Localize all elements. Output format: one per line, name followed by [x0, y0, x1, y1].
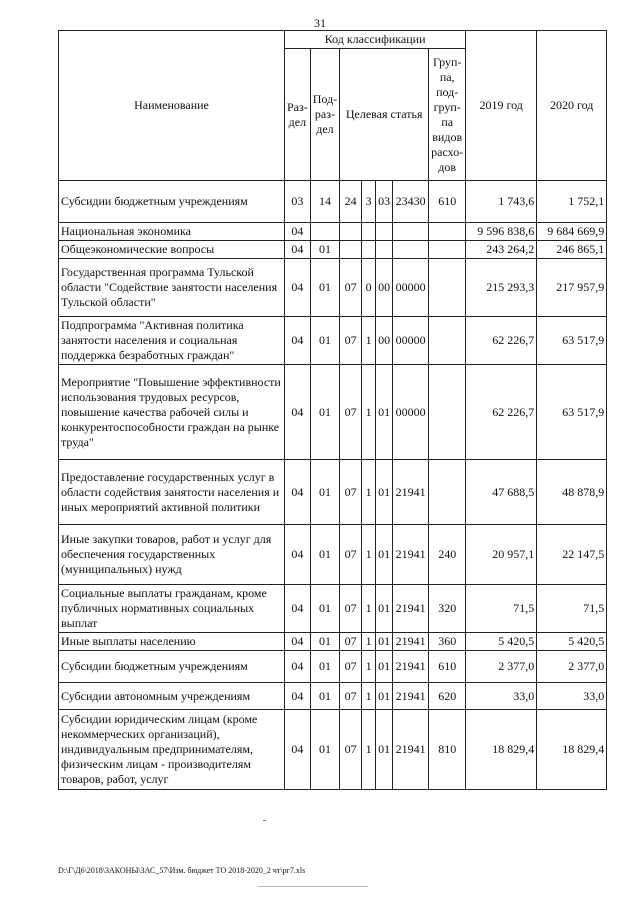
section-code: 04: [285, 223, 311, 241]
subsection-code: 01: [310, 241, 339, 259]
row-name: Мероприятие "Повышение эффективности использования трудовых ресурсов, повышение качества рабочей силы и конкурентоспособности граждан на рынке труда": [59, 365, 285, 460]
expense-type-code: 320: [429, 585, 466, 633]
subsection-code: 01: [310, 317, 339, 365]
section-code: 04: [285, 651, 311, 683]
direction-code: 00000: [393, 317, 429, 365]
header-subsection: Под- раз- дел: [310, 49, 339, 181]
amount-2020: 63 517,9: [537, 317, 607, 365]
section-code: 04: [285, 241, 311, 259]
subprogram-code: 3: [362, 181, 376, 223]
expense-type-code: 610: [429, 651, 466, 683]
table-row: [59, 259, 607, 317]
direction-code: 00000: [393, 259, 429, 317]
section-code: 04: [285, 259, 311, 317]
program-code: 24: [340, 181, 362, 223]
direction-code: 21941: [393, 585, 429, 633]
measure-code: 01: [376, 710, 393, 790]
amount-2019: 9 596 838,6: [466, 223, 537, 241]
amount-2020: 18 829,4: [537, 710, 607, 790]
subprogram-code: 1: [362, 317, 376, 365]
measure-code: 00: [376, 317, 393, 365]
expense-type-code: 360: [429, 633, 466, 651]
expense-type-code: [429, 241, 466, 259]
direction-code: [393, 241, 429, 259]
measure-code: 01: [376, 460, 393, 525]
subprogram-code: 1: [362, 651, 376, 683]
table-row: [59, 241, 607, 259]
scan-artifact-line: [258, 886, 368, 887]
header-year-2020: 2020 год: [537, 31, 607, 181]
row-name: Государственная программа Тульской области "Содействие занятости населения Тульской области": [59, 259, 285, 317]
amount-2019: 33,0: [466, 683, 537, 710]
subprogram-code: 1: [362, 365, 376, 460]
program-code: 07: [340, 651, 362, 683]
section-code: 04: [285, 585, 311, 633]
subprogram-code: 1: [362, 585, 376, 633]
measure-code: 01: [376, 365, 393, 460]
subprogram-code: 1: [362, 633, 376, 651]
measure-code: 03: [376, 181, 393, 223]
measure-code: 01: [376, 651, 393, 683]
subsection-code: 01: [310, 460, 339, 525]
amount-2019: 243 264,2: [466, 241, 537, 259]
amount-2020: 1 752,1: [537, 181, 607, 223]
subprogram-code: [362, 223, 376, 241]
amount-2020: 5 420,5: [537, 633, 607, 651]
amount-2020: 63 517,9: [537, 365, 607, 460]
expense-type-code: 610: [429, 181, 466, 223]
subprogram-code: 1: [362, 683, 376, 710]
direction-code: 23430: [393, 181, 429, 223]
measure-code: [376, 223, 393, 241]
table-row: [59, 365, 607, 460]
row-name: Подпрограмма "Активная политика занятости населения и социальная поддержка безработных граждан": [59, 317, 285, 365]
amount-2019: 62 226,7: [466, 365, 537, 460]
table-row: [59, 633, 607, 651]
subsection-code: 01: [310, 710, 339, 790]
amount-2020: 217 957,9: [537, 259, 607, 317]
header-classification: Код классификации: [285, 31, 466, 49]
subsection-code: 01: [310, 683, 339, 710]
amount-2020: 71,5: [537, 585, 607, 633]
subsection-code: [310, 223, 339, 241]
program-code: 07: [340, 585, 362, 633]
row-name: Субсидии бюджетным учреждениям: [59, 651, 285, 683]
row-name: Национальная экономика: [59, 223, 285, 241]
program-code: 07: [340, 365, 362, 460]
table-row: [59, 585, 607, 633]
subsection-code: 01: [310, 259, 339, 317]
expense-type-code: [429, 223, 466, 241]
subprogram-code: 0: [362, 259, 376, 317]
table-row: [59, 525, 607, 585]
amount-2020: 9 684 669,9: [537, 223, 607, 241]
file-path: D:\Г\Д6\2018\ЗАКОНЫ\ЗАС_57\Изм. бюджет ТО 2018-2020_2 чт\рг7.xls: [58, 866, 306, 875]
amount-2019: 62 226,7: [466, 317, 537, 365]
section-code: 04: [285, 317, 311, 365]
subprogram-code: [362, 241, 376, 259]
header-row: [59, 31, 607, 49]
expense-type-code: [429, 259, 466, 317]
program-code: 07: [340, 683, 362, 710]
table-row: [59, 181, 607, 223]
program-code: 07: [340, 710, 362, 790]
subsection-code: 01: [310, 365, 339, 460]
row-name: Предоставление государственных услуг в области содействия занятости населения и иных мероприятий активной политики: [59, 460, 285, 525]
row-name: Субсидии бюджетным учреждениям: [59, 181, 285, 223]
direction-code: 00000: [393, 365, 429, 460]
subsection-code: 01: [310, 651, 339, 683]
header-section: Раз- дел: [285, 49, 311, 181]
section-code: 04: [285, 710, 311, 790]
subsection-code: 01: [310, 585, 339, 633]
budget-table: [58, 30, 607, 790]
program-code: 07: [340, 317, 362, 365]
amount-2019: 47 688,5: [466, 460, 537, 525]
section-code: 04: [285, 365, 311, 460]
expense-type-code: [429, 365, 466, 460]
measure-code: 01: [376, 585, 393, 633]
table-row: [59, 651, 607, 683]
section-code: 04: [285, 525, 311, 585]
subsection-code: 01: [310, 525, 339, 585]
program-code: 07: [340, 525, 362, 585]
direction-code: 21941: [393, 683, 429, 710]
table-row: [59, 683, 607, 710]
program-code: 07: [340, 259, 362, 317]
amount-2019: 5 420,5: [466, 633, 537, 651]
measure-code: 01: [376, 525, 393, 585]
table-row: [59, 223, 607, 241]
section-code: 04: [285, 460, 311, 525]
expense-type-code: 810: [429, 710, 466, 790]
table-row: [59, 710, 607, 790]
row-name: Общеэкономические вопросы: [59, 241, 285, 259]
program-code: [340, 223, 362, 241]
subprogram-code: 1: [362, 460, 376, 525]
subprogram-code: 1: [362, 525, 376, 585]
section-code: 04: [285, 633, 311, 651]
direction-code: 21941: [393, 525, 429, 585]
amount-2020: 33,0: [537, 683, 607, 710]
amount-2019: 215 293,3: [466, 259, 537, 317]
measure-code: 01: [376, 633, 393, 651]
amount-2020: 22 147,5: [537, 525, 607, 585]
measure-code: 00: [376, 259, 393, 317]
amount-2019: 1 743,6: [466, 181, 537, 223]
table-body: [59, 31, 607, 790]
direction-code: [393, 223, 429, 241]
header-target-item: Целевая статья: [340, 49, 429, 181]
row-name: Социальные выплаты гражданам, кроме публичных нормативных социальных выплат: [59, 585, 285, 633]
header-name: Наименование: [59, 31, 285, 181]
amount-2019: 18 829,4: [466, 710, 537, 790]
subsection-code: 01: [310, 633, 339, 651]
table-row: [59, 460, 607, 525]
table-row: [59, 317, 607, 365]
section-code: 04: [285, 683, 311, 710]
scan-speck: [263, 820, 266, 821]
row-name: Иные выплаты населению: [59, 633, 285, 651]
direction-code: 21941: [393, 460, 429, 525]
header-year-2019: 2019 год: [466, 31, 537, 181]
program-code: [340, 241, 362, 259]
amount-2019: 2 377,0: [466, 651, 537, 683]
measure-code: 01: [376, 683, 393, 710]
header-expense-type: Груп- па, под- груп- па видов расхо- дов: [429, 49, 466, 181]
amount-2020: 48 878,9: [537, 460, 607, 525]
row-name: Субсидии юридическим лицам (кроме некоммерческих организаций), индивидуальным предпринимателям, физическим лицам - производителям товаров, работ, услуг: [59, 710, 285, 790]
program-code: 07: [340, 460, 362, 525]
expense-type-code: [429, 317, 466, 365]
amount-2020: 246 865,1: [537, 241, 607, 259]
program-code: 07: [340, 633, 362, 651]
expense-type-code: [429, 460, 466, 525]
expense-type-code: 240: [429, 525, 466, 585]
amount-2019: 20 957,1: [466, 525, 537, 585]
expense-type-code: 620: [429, 683, 466, 710]
subsection-code: 14: [310, 181, 339, 223]
measure-code: [376, 241, 393, 259]
page-number: 31: [314, 16, 326, 30]
amount-2020: 2 377,0: [537, 651, 607, 683]
row-name: Иные закупки товаров, работ и услуг для обеспечения государственных (муниципальных) нужд: [59, 525, 285, 585]
subprogram-code: 1: [362, 710, 376, 790]
direction-code: 21941: [393, 651, 429, 683]
direction-code: 21941: [393, 633, 429, 651]
amount-2019: 71,5: [466, 585, 537, 633]
direction-code: 21941: [393, 710, 429, 790]
row-name: Субсидии автономным учреждениям: [59, 683, 285, 710]
section-code: 03: [285, 181, 311, 223]
